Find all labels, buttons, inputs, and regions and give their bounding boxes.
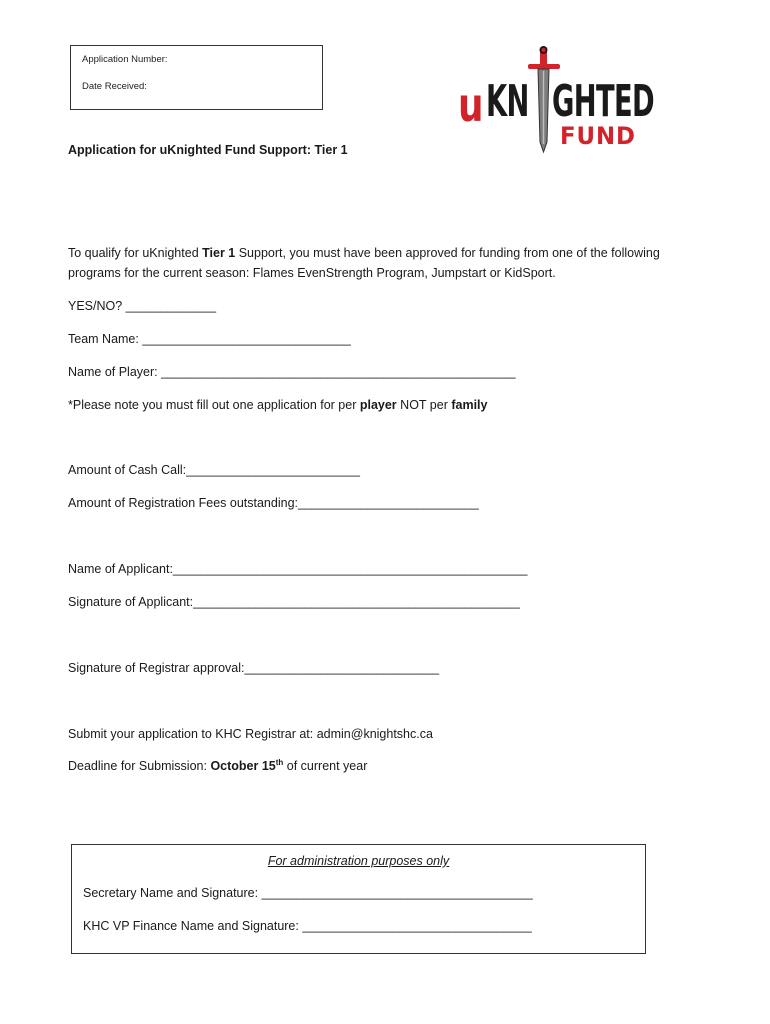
player-name-field[interactable]: Name of Player: ___________________________________________________ (68, 365, 516, 379)
vp-finance-signature-field[interactable]: KHC VP Finance Name and Signature: _________________________________ (83, 919, 532, 933)
admin-heading: For administration purposes only (267, 854, 450, 868)
submission-deadline: Deadline for Submission: October 15th of current year (68, 757, 368, 773)
office-use-box (70, 45, 323, 110)
applicant-name-field[interactable]: Name of Applicant:___________________________________________________ (68, 562, 528, 576)
registrar-approval-field[interactable]: Signature of Registrar approval:____________________________ (68, 661, 440, 675)
page-title: Application for uKnighted Fund Support: Tier 1 (68, 143, 348, 157)
yes-no-field[interactable]: YES/NO? _____________ (68, 299, 217, 313)
per-player-note: *Please note you must fill out one application for per player NOT per family (68, 398, 488, 412)
registration-fees-field[interactable]: Amount of Registration Fees outstanding:__________________________ (68, 496, 479, 510)
logo-u-letter: u (458, 78, 483, 132)
admin-box (71, 844, 646, 954)
logo-fund-text: FUND (560, 122, 636, 150)
submit-instructions: Submit your application to KHC Registrar at: admin@knightshc.ca (68, 727, 433, 741)
secretary-signature-field[interactable]: Secretary Name and Signature: _______________________________________ (83, 886, 533, 900)
team-name-field[interactable]: Team Name: ______________________________ (68, 332, 351, 346)
uknighted-fund-logo (452, 44, 676, 156)
application-number-label: Application Number: (82, 54, 168, 65)
cash-call-field[interactable]: Amount of Cash Call:_________________________ (68, 463, 360, 477)
logo-kn-letters: KN (486, 76, 529, 127)
intro-line-1: To qualify for uKnighted Tier 1 Support, you must have been approved for funding from one of the following (68, 246, 660, 260)
intro-line-2: programs for the current season: Flames EvenStrength Program, Jumpstart or KidSport. (68, 266, 556, 280)
logo-ghted-letters: GHTED (552, 76, 655, 127)
applicant-signature-field[interactable]: Signature of Applicant:_______________________________________________ (68, 595, 520, 609)
date-received-label: Date Received: (82, 81, 147, 92)
